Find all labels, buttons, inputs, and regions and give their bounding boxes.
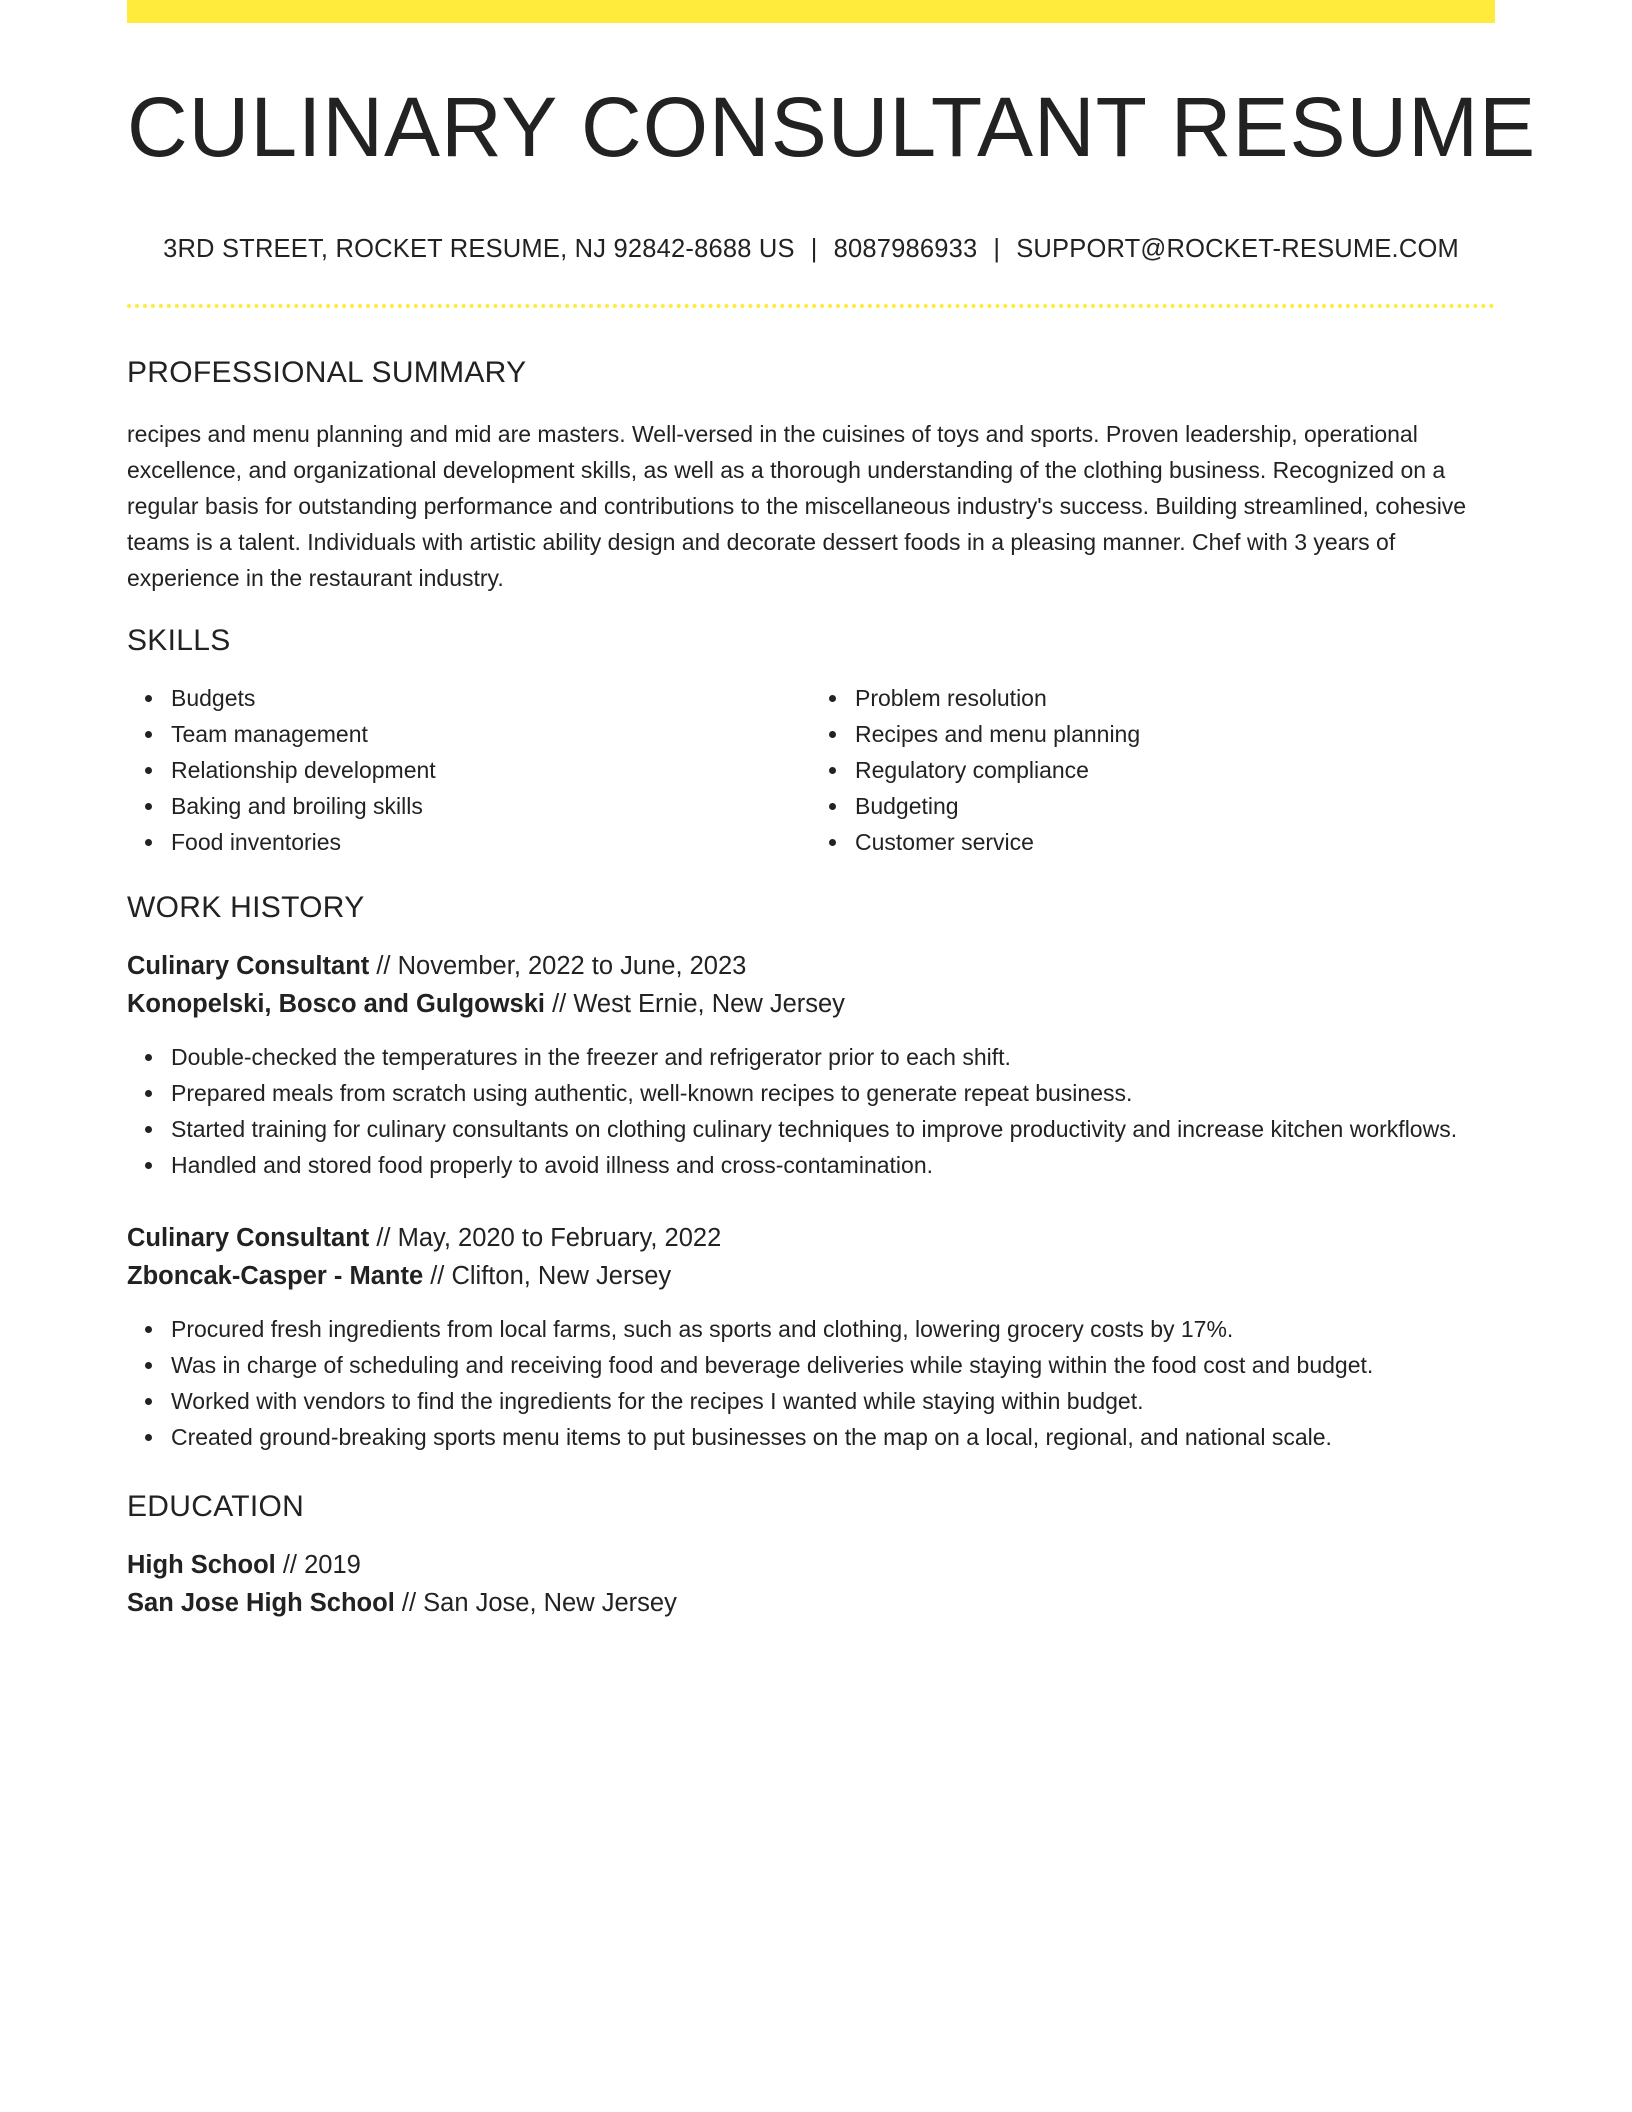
job-bullet: Handled and stored food properly to avoid illness and cross-contamination. xyxy=(171,1147,1495,1183)
job-bullet: Started training for culinary consultants on clothing culinary techniques to improve productivity and increase kitchen workflows. xyxy=(171,1111,1495,1147)
job-bullets xyxy=(127,1311,1495,1455)
education-degree-line xyxy=(127,1546,1495,1584)
top-accent-bar xyxy=(127,0,1495,23)
skill-item: Regulatory compliance xyxy=(855,752,1495,788)
job-dates: // November, 2022 to June, 2023 xyxy=(369,952,747,981)
job-company-line xyxy=(127,985,1495,1023)
job-bullets xyxy=(127,1039,1495,1183)
job-company: Konopelski, Bosco and Gulgowski xyxy=(127,990,545,1019)
skills-grid xyxy=(127,680,1495,860)
skill-item: Food inventories xyxy=(171,824,811,860)
education-school: San Jose High School xyxy=(127,1589,395,1618)
skill-item: Relationship development xyxy=(171,752,811,788)
skill-item: Team management xyxy=(171,716,811,752)
education-year: // 2019 xyxy=(275,1551,361,1580)
job-location: // West Ernie, New Jersey xyxy=(544,990,845,1019)
education-school-line xyxy=(127,1584,1495,1622)
contact-line xyxy=(127,235,1495,264)
job-bullet: Created ground-breaking sports menu items to put businesses on the map on a local, regional, and national scale. xyxy=(171,1419,1495,1455)
resume-title: CULINARY CONSULTANT RESUME xyxy=(127,80,1537,174)
contact-address: 3RD STREET, ROCKET RESUME, NJ 92842-8688 US xyxy=(163,235,795,264)
skill-item: Budgets xyxy=(171,680,811,716)
job-bullet: Was in charge of scheduling and receiving food and beverage deliveries while staying within the food cost and budget. xyxy=(171,1347,1495,1383)
job-bullet: Procured fresh ingredients from local farms, such as sports and clothing, lowering grocery costs by 17%. xyxy=(171,1311,1495,1347)
job-title: Culinary Consultant xyxy=(127,952,370,981)
job-dates: // May, 2020 to February, 2022 xyxy=(369,1224,722,1253)
job-company-line xyxy=(127,1257,1495,1295)
dotted-divider xyxy=(127,304,1495,308)
work-history-heading: WORK HISTORY xyxy=(127,891,365,925)
skills-column-left xyxy=(127,680,811,860)
contact-phone: 8087986933 xyxy=(833,235,978,264)
skill-item: Budgeting xyxy=(855,788,1495,824)
resume-page xyxy=(127,0,1537,1622)
contact-email: SUPPORT@ROCKET-RESUME.COM xyxy=(1016,235,1459,264)
job-bullet: Prepared meals from scratch using authentic, well-known recipes to generate repeat business. xyxy=(171,1075,1495,1111)
skill-item: Problem resolution xyxy=(855,680,1495,716)
contact-separator: | xyxy=(993,235,1001,264)
job-location: // Clifton, New Jersey xyxy=(423,1262,672,1291)
job-bullet: Worked with vendors to find the ingredients for the recipes I wanted while staying within budget. xyxy=(171,1383,1495,1419)
skills-column-right xyxy=(811,680,1495,860)
job-bullet: Double-checked the temperatures in the freezer and refrigerator prior to each shift. xyxy=(171,1039,1495,1075)
education-degree: High School xyxy=(127,1551,276,1580)
job-title-line xyxy=(127,1219,1495,1257)
job-entry xyxy=(127,1219,1495,1455)
education-heading: EDUCATION xyxy=(127,1490,305,1524)
summary-heading: PROFESSIONAL SUMMARY xyxy=(127,356,527,390)
skill-item: Baking and broiling skills xyxy=(171,788,811,824)
summary-text: recipes and menu planning and mid are masters. Well-versed in the cuisines of toys and sports. Proven leadership, operational excellence, and organizational development skills, as well as a thorough understanding of the clothing business. Recognized on a regular basis for outstanding performance and contributions to the miscellaneous industry's success. Building streamlined, cohesive teams is a talent. Individuals with artistic ability design and decorate dessert foods in a pleasing manner. Chef with 3 years of experience in the restaurant industry. xyxy=(127,421,1467,592)
skills-heading: SKILLS xyxy=(127,624,231,658)
job-entry xyxy=(127,947,1495,1183)
education-location: // San Jose, New Jersey xyxy=(394,1589,677,1618)
job-company: Zboncak-Casper - Mante xyxy=(127,1262,424,1291)
skill-item: Recipes and menu planning xyxy=(855,716,1495,752)
job-title: Culinary Consultant xyxy=(127,1224,370,1253)
contact-separator: | xyxy=(810,235,818,264)
job-title-line xyxy=(127,947,1495,985)
skill-item: Customer service xyxy=(855,824,1495,860)
